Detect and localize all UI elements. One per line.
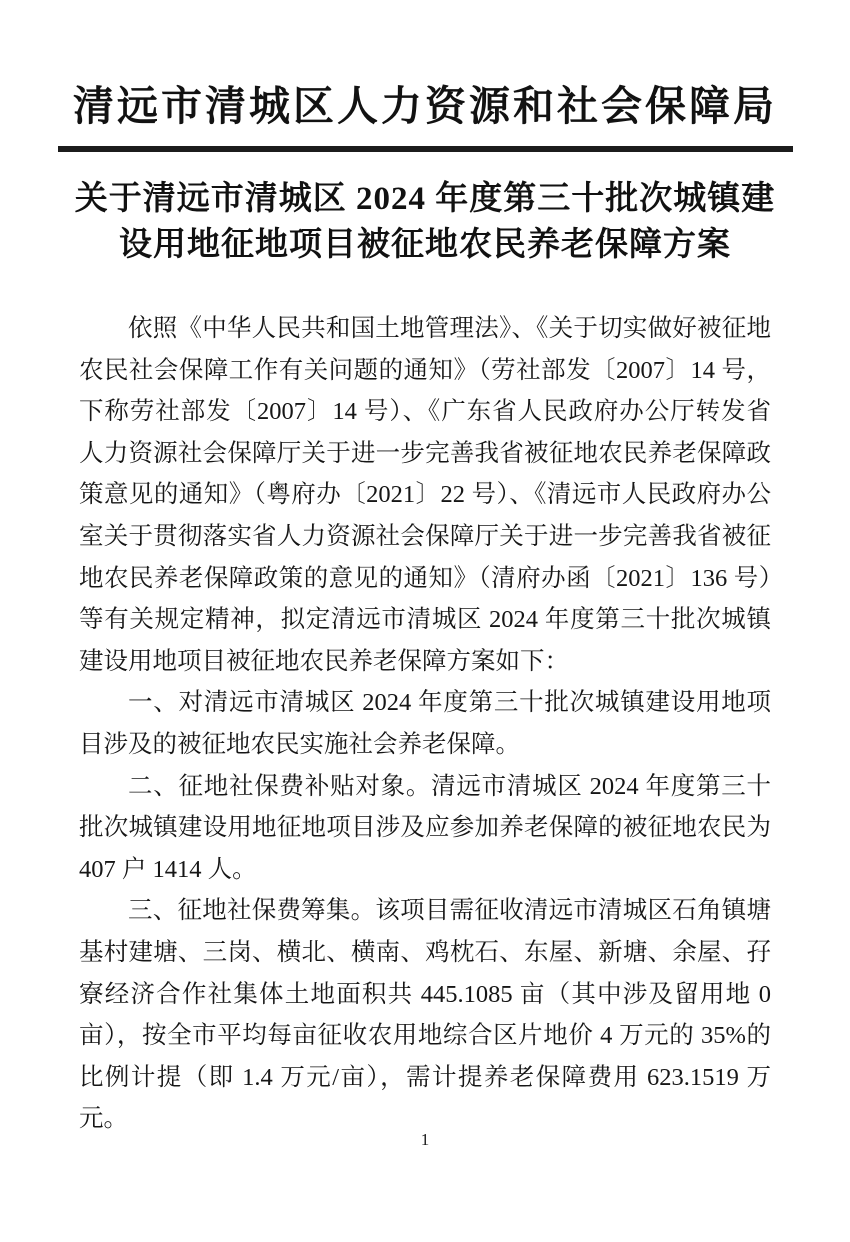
document-body bbox=[79, 308, 771, 1140]
letterhead-divider bbox=[58, 146, 793, 152]
document-title-line-2: 设用地征地项目被征地农民养老保障方案 bbox=[119, 227, 731, 263]
page-number: 1 bbox=[420, 1130, 430, 1149]
body-paragraph-item-1: 一、对清远市清城区 2024 年度第三十批次城镇建设用地项目涉及的被征地农民实施社会养老保障。 bbox=[79, 689, 771, 758]
document-title bbox=[0, 176, 850, 268]
agency-letterhead: 清远市清城区人力资源和社会保障局 bbox=[73, 83, 777, 129]
body-paragraph-intro: 依照《中华人民共和国土地管理法》、《关于切实做好被征地农民社会保障工作有关问题的通知》（劳社部发〔2007〕14 号，下称劳社部发〔2007〕14 号）、《广东省人民政府办公厅转发省人力资源社会保障厅关于进一步完善我省被征地农民养老保障政策意见的通知》（粤府办〔2021〕22 号）、《清远市人民政府办公室关于贯彻落实省人力资源社会保障厅关于进一步完善我省被征地农民养老保障政策的意见的通知》（清府办函〔2021〕136 号）等有关规定精神，拟定清远市清城区 2024 年度第三十批次城镇建设用地项目被征地农民养老保障方案如下： bbox=[79, 315, 771, 675]
body-paragraph-item-3: 三、征地社保费筹集。该项目需征收清远市清城区石角镇塘基村建塘、三岗、横北、横南、鸡枕石、东屋、新塘、余屋、孖寮经济合作社集体土地面积共 445.1085 亩（其中涉及留用地 0 亩），按全市平均每亩征收农用地综合区片地价 4 万元的 35%的比例计提（即 1.4 万元/亩），需计提养老保障费用 623.1519 万元。 bbox=[79, 897, 771, 1133]
document-title-line-1: 关于清远市清城区 2024 年度第三十批次城镇建 bbox=[74, 181, 776, 217]
body-paragraph-item-2: 二、征地社保费补贴对象。清远市清城区 2024 年度第三十批次城镇建设用地征地项目涉及应参加养老保障的被征地农民为 407 户 1414 人。 bbox=[79, 772, 771, 883]
